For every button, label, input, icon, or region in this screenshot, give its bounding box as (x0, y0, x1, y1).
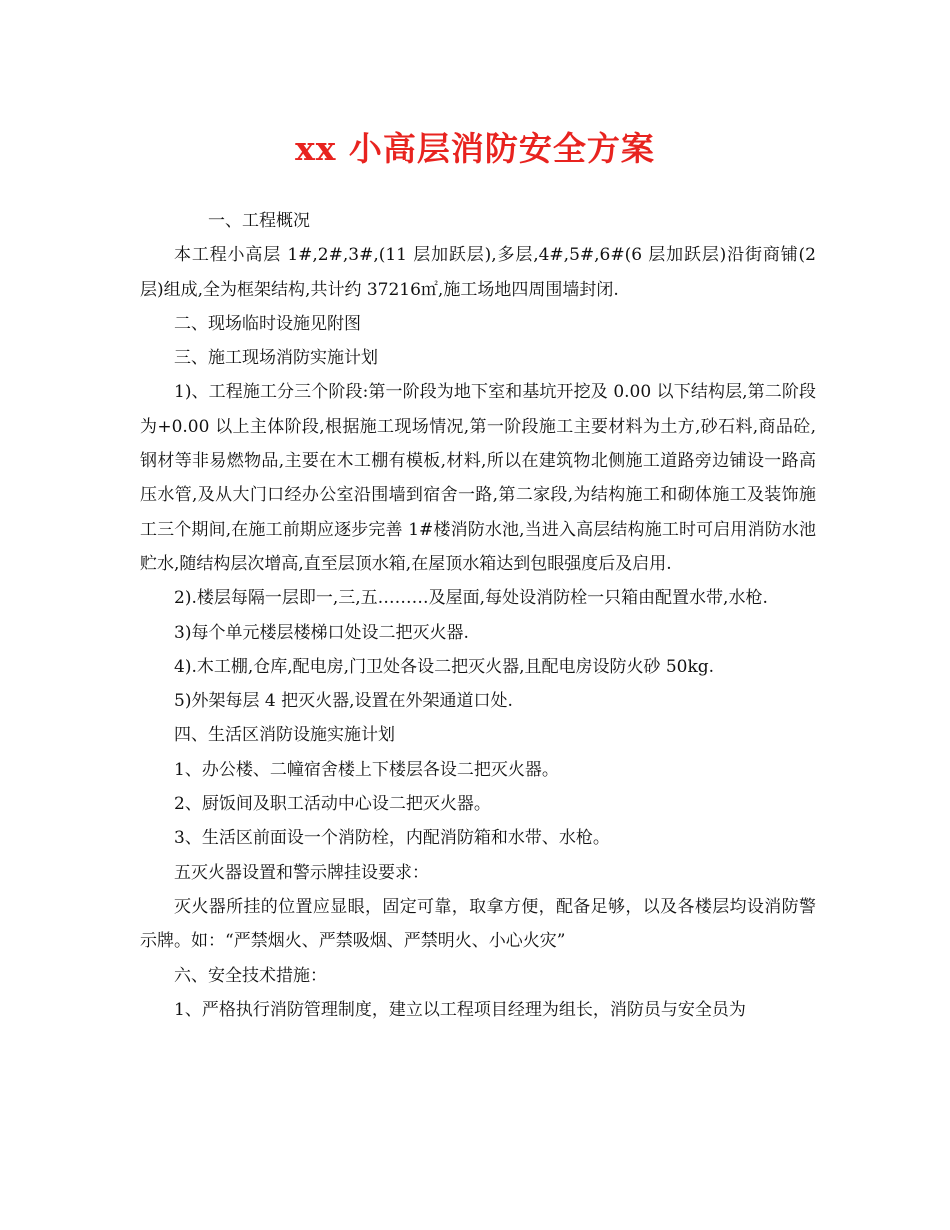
section-heading: 二、现场临时设施见附图 (174, 313, 361, 334)
paragraph: 2).楼层每隔一层即一,三,五………及屋面,每处设消防栓一只箱由配置水带,水枪. (174, 588, 768, 609)
paragraph: 1、办公楼、二幢宿舍楼上下楼层各设二把灭火器。 (174, 759, 559, 780)
paragraph: 1、严格执行消防管理制度，建立以工程项目经理为组长，消防员与安全员为 (174, 999, 746, 1020)
document-title: xx 小高层消防安全方案 (295, 129, 655, 168)
paragraph: 2、厨饭间及职工活动中心设二把灭火器。 (174, 794, 491, 815)
paragraph: 3、生活区前面设一个消防栓，内配消防箱和水带、水枪。 (174, 828, 610, 849)
paragraph: 4).木工棚,仓库,配电房,门卫处各设二把灭火器,且配电房设防火砂 50kg. (174, 656, 715, 677)
document-body (140, 204, 816, 1027)
paragraph: 1)、工程施工分三个阶段:第一阶段为地下室和基坑开挖及 0.00 以下结构层,第二阶段为+0.00 以上主体阶段,根据施工现场情况,第一阶段施工主要材料为土方,砂石料,商品砼,钢材等非易燃物品,主要在木工棚有模板,材料,所以在建筑物北侧施工道路旁边铺设一路高压水管,及从大门口经办公室沿围墙到宿舍一路,第二家段,为结构施工和砌体施工及装饰施工三个期间,在施工前期应逐步完善 1#楼消防水池,当进入高层结构施工时可启用消防水池贮水,随结构层次增高,直至层顶水箱,在屋顶水箱达到包眼强度后及启用. (140, 382, 816, 574)
paragraph: 5)外架每层 4 把灭火器,设置在外架通道口处. (174, 691, 513, 712)
section-heading: 五灭火器设置和警示牌挂设要求： (174, 862, 429, 883)
section-heading: 三、施工现场消防实施计划 (174, 348, 378, 369)
section-heading: 六、安全技术措施： (174, 965, 327, 986)
paragraph: 本工程小高层 1#,2#,3#,(11 层加跃层),多层,4#,5#,6#(6 层加跃层)沿街商铺(2层)组成,全为框架结构,共计约 37216㎡,施工场地四周围墙封闭. (140, 245, 816, 300)
paragraph: 灭火器所挂的位置应显眼，固定可靠，取拿方便，配备足够，以及各楼层均设消防警示牌。如：“严禁烟火、严禁吸烟、严禁明火、小心火灾” (140, 896, 816, 952)
paragraph: 3)每个单元楼层楼梯口处设二把灭火器. (174, 622, 469, 643)
section-heading: 一、工程概况 (208, 211, 310, 231)
section-heading: 四、生活区消防设施实施计划 (174, 725, 395, 746)
